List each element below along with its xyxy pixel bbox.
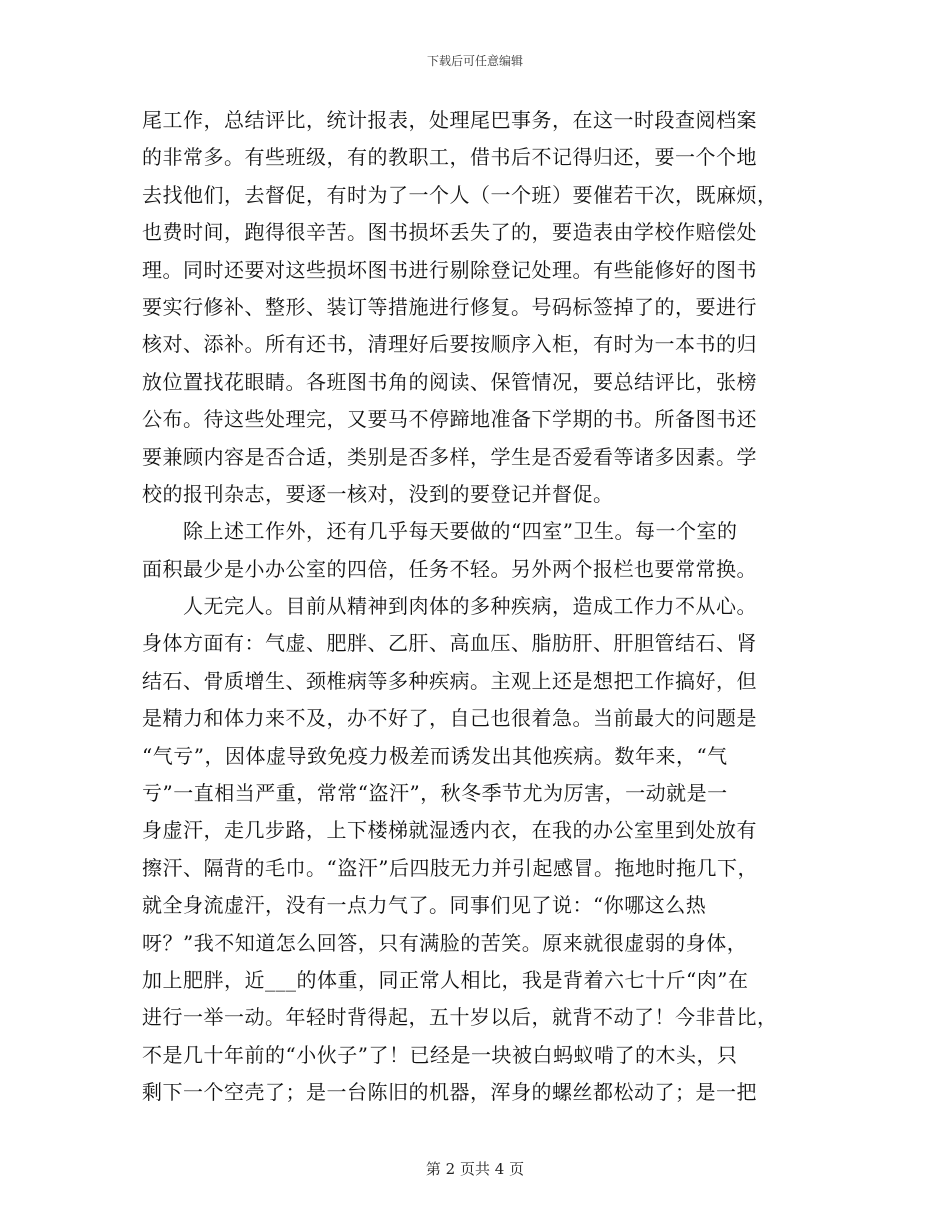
text-line: 擦汗、隔背的毛巾。“盗汗”后四肢无力并引起感冒。拖地时拖几下， [142,855,758,880]
text-line: 的非常多。有些班级，有的教职工，借书后不记得归还，要一个个地 [142,145,757,170]
text-line: 不是几十年前的“小伙子”了！已经是一块被白蚂蚁啃了的木头，只 [142,1042,738,1067]
text-line: 结石、骨质增生、颈椎病等多种疾病。主观上还是想把工作搞好，但 [142,668,757,693]
text-line: 除上述工作外，还有几乎每天要做的“四室”卫生。每一个室的 [142,519,738,544]
text-line: 去找他们，去督促，有时为了一个人（一个班）要催若干次，既麻烦， [142,182,778,207]
text-line: 也费时间，跑得很辛苦。图书损坏丢失了的，要造表由学校作赔偿处 [142,220,757,245]
text-line: 进行一举一动。年轻时背得起，五十岁以后，就背不动了！今非昔比， [142,1005,778,1030]
text-line: 就全身流虚汗，没有一点力气了。同事们见了说：“你哪这么热 [142,893,707,918]
text-line: 公布。待这些处理完，又要马不停蹄地准备下学期的书。所备图书还 [142,407,757,432]
text-line: 呀？”我不知道怎么回答，只有满脸的苦笑。原来就很虚弱的身体， [142,930,748,955]
text-line: 人无完人。目前从精神到肉体的多种疾病，造成工作力不从心。 [142,594,757,619]
text-line: “气亏”，因体虚导致免疫力极差而诱发出其他疾病。数年来，“气 [142,743,728,768]
text-line: 面积最少是小办公室的四倍，任务不轻。另外两个报栏也要常常换。 [142,556,757,581]
page-footer: 第 2 页共 4 页 [425,1160,525,1178]
text-line: 理。同时还要对这些损坏图书进行剔除登记处理。有些能修好的图书 [142,257,757,282]
text-line: 剩下一个空壳了；是一台陈旧的机器，浑身的螺丝都松动了；是一把 [142,1080,757,1105]
text-line: 要兼顾内容是否合适，类别是否多样，学生是否爱看等诸多因素。学 [142,444,757,469]
text-line: 放位置找花眼睛。各班图书角的阅读、保管情况，要总结评比，张榜 [142,369,757,394]
text-line: 是精力和体力来不及，办不好了，自己也很着急。当前最大的问题是 [142,706,757,731]
text-line: 亏”一直相当严重，常常“盗汗”，秋冬季节尤为厉害，一动就是一 [142,781,728,806]
body-text [142,102,802,1112]
text-line: 校的报刊杂志，要逐一核对，没到的要登记并督促。 [142,481,614,506]
text-line: 加上肥胖，近___的体重，同正常人相比，我是背着六七十斤“肉”在 [142,967,749,992]
text-line: 身虚汗，走几步路，上下楼梯就湿透内衣，在我的办公室里到处放有 [142,818,757,843]
page-header: 下载后可任意编辑 [426,54,523,68]
text-line: 身体方面有：气虚、肥胖、乙肝、高血压、脂肪肝、肝胆管结石、肾 [142,631,757,656]
text-line: 要实行修补、整形、装订等措施进行修复。号码标签掉了的，要进行 [142,294,757,319]
text-line: 尾工作，总结评比，统计报表，处理尾巴事务，在这一时段查阅档案 [142,108,757,132]
text-line: 核对、添补。所有还书，清理好后要按顺序入柜，有时为一本书的归 [142,332,757,357]
